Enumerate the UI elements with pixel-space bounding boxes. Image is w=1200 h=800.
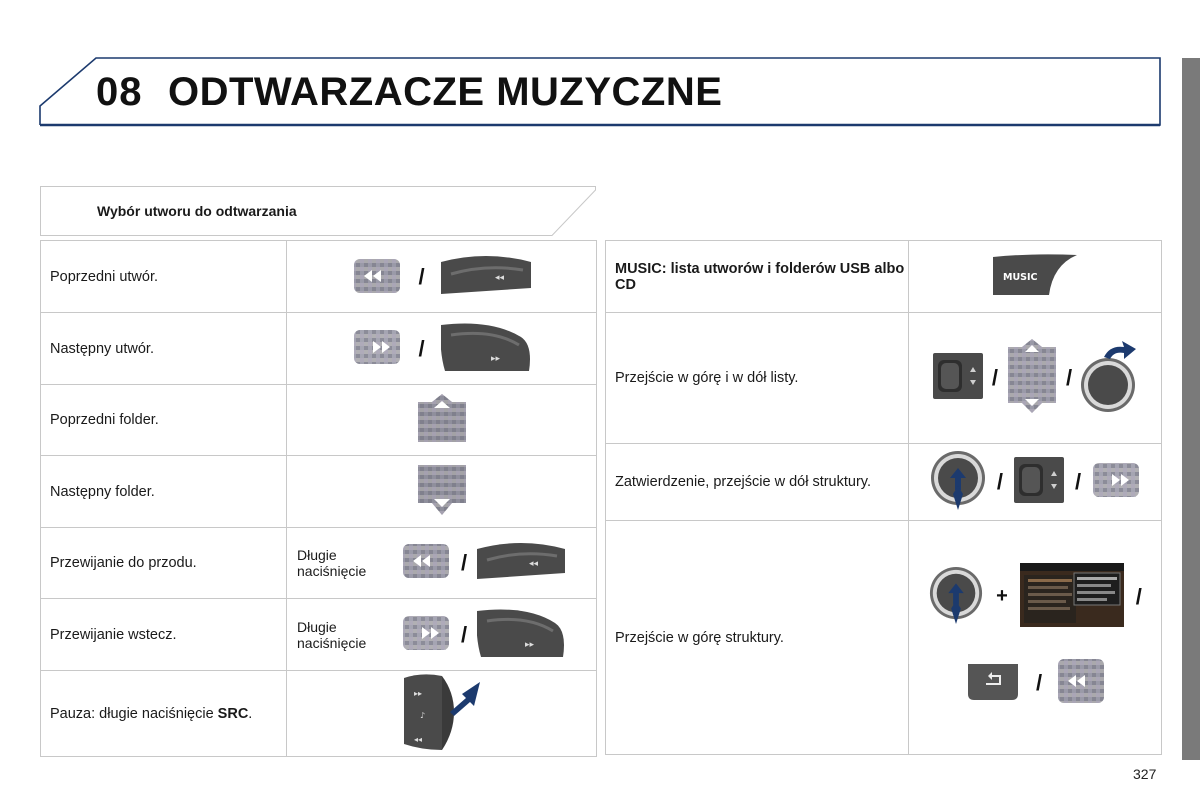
forward-button-icon [401, 613, 451, 657]
controls-table-right [605, 240, 1162, 755]
separator: / [461, 550, 468, 575]
separator: / [418, 263, 425, 289]
controls-table-left [40, 240, 597, 757]
steering-wheel-forward-icon [477, 607, 565, 663]
separator: / [1035, 669, 1043, 695]
row-controls [909, 313, 1162, 444]
row-label-list-navigation: Przejście w górę i w dół listy. [606, 313, 909, 444]
row-label-music-list [606, 241, 909, 313]
row-label-previous-track: Poprzedni utwór. [41, 241, 287, 313]
steering-wheel-rewind-icon [441, 256, 531, 298]
page-number: 327 [1133, 766, 1157, 782]
steering-control-src-icon [402, 672, 482, 756]
rotary-knob-press-icon [929, 448, 987, 516]
rotary-knob-icon [1080, 337, 1138, 419]
table-row [41, 241, 597, 313]
table-row [41, 313, 597, 385]
chapter-number: 08 [96, 70, 143, 114]
section-title: Wybór utworu do odtwarzania [97, 203, 297, 219]
music-button-icon [993, 253, 1077, 301]
row-label-next-folder: Następny folder. [41, 456, 287, 528]
rewind-button-icon [1056, 653, 1106, 713]
svg-text:◂◂: ◂◂ [529, 559, 539, 569]
separator: / [418, 335, 425, 361]
pause-label-src: SRC [217, 705, 249, 722]
display-screen-menu-icon [1020, 563, 1124, 631]
table-row [41, 385, 597, 456]
row-controls [909, 521, 1162, 755]
rewind-button-icon [352, 251, 402, 303]
separator: / [996, 469, 1003, 494]
controls-line-2 [909, 653, 1161, 713]
table-row [606, 444, 1162, 521]
table-row [41, 528, 597, 599]
pause-label-suffix: . [248, 705, 253, 722]
table-row [606, 241, 1162, 313]
table-row [41, 456, 597, 528]
back-button-icon [964, 660, 1022, 706]
table-row [41, 599, 597, 671]
row-controls [287, 528, 597, 599]
row-controls [909, 444, 1162, 521]
svg-text:▸▸: ▸▸ [525, 639, 535, 650]
long-press-label: Długie naciśnięcie [297, 547, 367, 579]
steering-wheel-forward-icon [441, 321, 531, 377]
svg-text:▸▸: ▸▸ [490, 353, 500, 364]
row-controls [287, 456, 597, 528]
separator: / [1066, 365, 1073, 390]
down-arrow-button-icon [416, 463, 468, 521]
separator: / [461, 621, 468, 647]
plus-sign: + [996, 585, 1008, 607]
table-row [606, 313, 1162, 444]
music-list-label: MUSIC: lista utworów i folderów USB albo CD [615, 260, 905, 293]
row-label-previous-folder: Poprzedni folder. [41, 385, 287, 456]
row-controls [287, 385, 597, 456]
table-row [41, 671, 597, 757]
separator: / [1135, 583, 1142, 609]
scroll-wheel-icon [1013, 456, 1065, 508]
scroll-wheel-icon [932, 352, 984, 404]
separator: / [1075, 469, 1082, 494]
svg-text:♪: ♪ [419, 710, 425, 720]
svg-text:▸▸: ▸▸ [413, 688, 422, 698]
svg-text:◂◂: ◂◂ [494, 272, 504, 283]
rotary-knob-press-icon [928, 563, 984, 631]
rewind-button-icon [401, 538, 451, 588]
long-press-label: Długie naciśnięcie [297, 618, 367, 651]
controls-line-1 [909, 563, 1161, 631]
row-controls [909, 241, 1162, 313]
steering-wheel-rewind-icon [477, 543, 565, 583]
table-row [606, 521, 1162, 755]
up-down-arrows-button-icon [1006, 337, 1058, 419]
up-arrow-button-icon [416, 392, 468, 448]
row-controls [287, 313, 597, 385]
row-label-pause [41, 671, 287, 757]
music-button-text: MUSIC [1003, 271, 1038, 283]
row-label-rewind: Przewijanie wstecz. [41, 599, 287, 671]
separator: / [991, 365, 998, 390]
row-controls [287, 241, 597, 313]
row-label-go-up-structure: Przejście w górę struktury. [606, 521, 909, 755]
row-label-confirm: Zatwierdzenie, przejście w dół struktury. [606, 444, 909, 521]
chapter-side-tab [1182, 58, 1200, 760]
row-controls [287, 599, 597, 671]
row-label-fast-forward: Przewijanie do przodu. [41, 528, 287, 599]
row-controls [287, 671, 597, 757]
row-label-next-track: Następny utwór. [41, 313, 287, 385]
chapter-title: ODTWARZACZE MUZYCZNE [168, 70, 723, 114]
forward-button-icon [1091, 460, 1141, 504]
pause-label-prefix: Pauza: długie naciśnięcie [50, 705, 218, 722]
forward-button-icon [352, 326, 402, 372]
svg-text:◂◂: ◂◂ [413, 734, 422, 744]
